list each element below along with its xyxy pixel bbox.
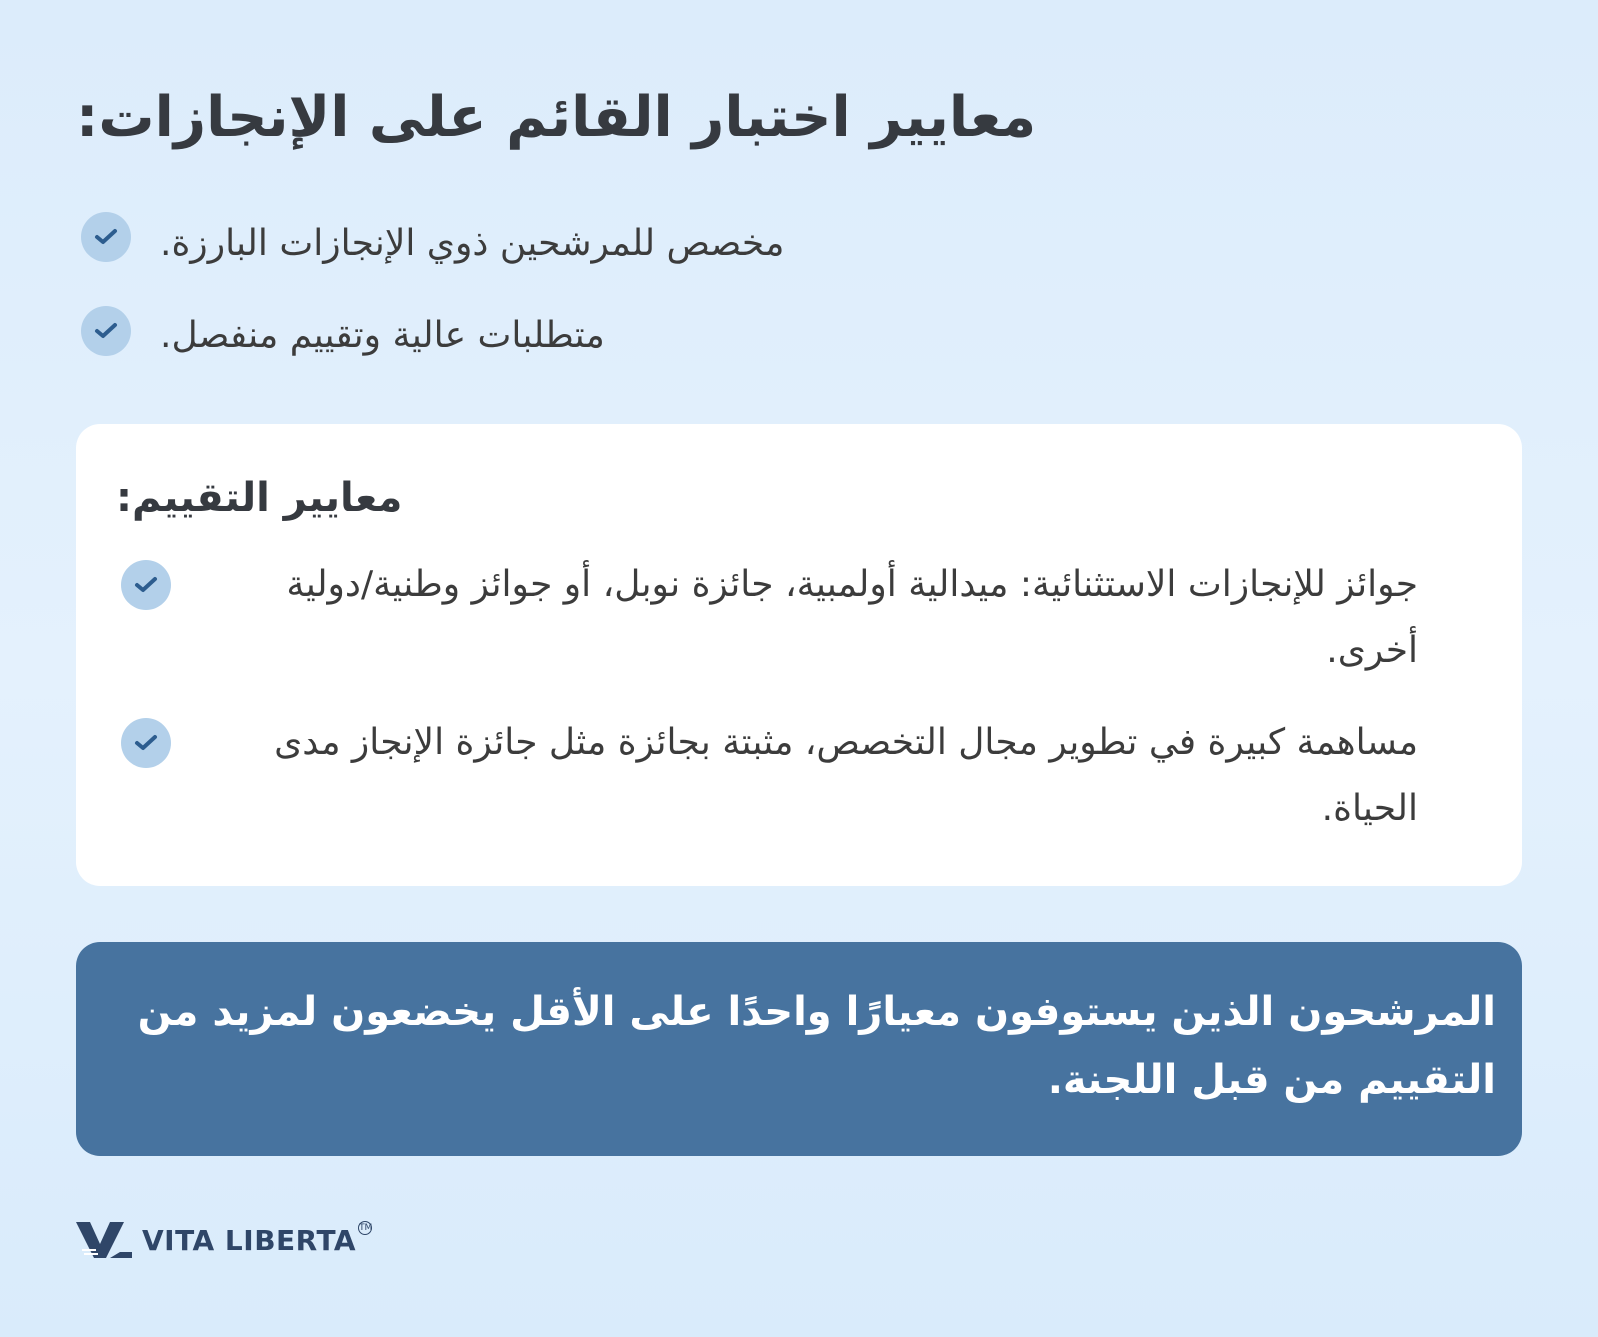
evaluation-item: مساهمة كبيرة في تطوير مجال التخصص، مثبتة بجائزة مثل جائزة الإنجاز مدى الحياة. (274, 722, 1418, 829)
trademark-mark: TM (359, 1223, 373, 1233)
check-icon (81, 212, 131, 262)
logo-text: VITA LIBERTA (142, 1223, 357, 1257)
criteria-item: مخصص للمرشحين ذوي الإنجازات البارزة. (160, 223, 785, 264)
check-icon (121, 560, 171, 610)
evaluation-title: معايير التقييم: (116, 475, 403, 521)
logo (76, 1218, 372, 1262)
banner-text: المرشحون الذين يستوفون معيارًا واحدًا على الأقل يخضعون لمزيد من التقييم من قبل اللجنة. (137, 989, 1496, 1103)
criteria-item: متطلبات عالية وتقييم منفصل. (160, 315, 605, 356)
evaluation-item: جوائز للإنجازات الاستثنائية: ميدالية أولمبية، جائزة نوبل، أو جوائز وطنية/دولية أخرى. (286, 564, 1418, 671)
page-title: معايير اختبار القائم على الإنجازات: (76, 85, 1037, 150)
check-icon (121, 718, 171, 768)
evaluation-card (76, 424, 1522, 886)
info-banner (76, 942, 1522, 1156)
check-icon (81, 306, 131, 356)
vita-liberta-logo-icon (76, 1220, 132, 1260)
